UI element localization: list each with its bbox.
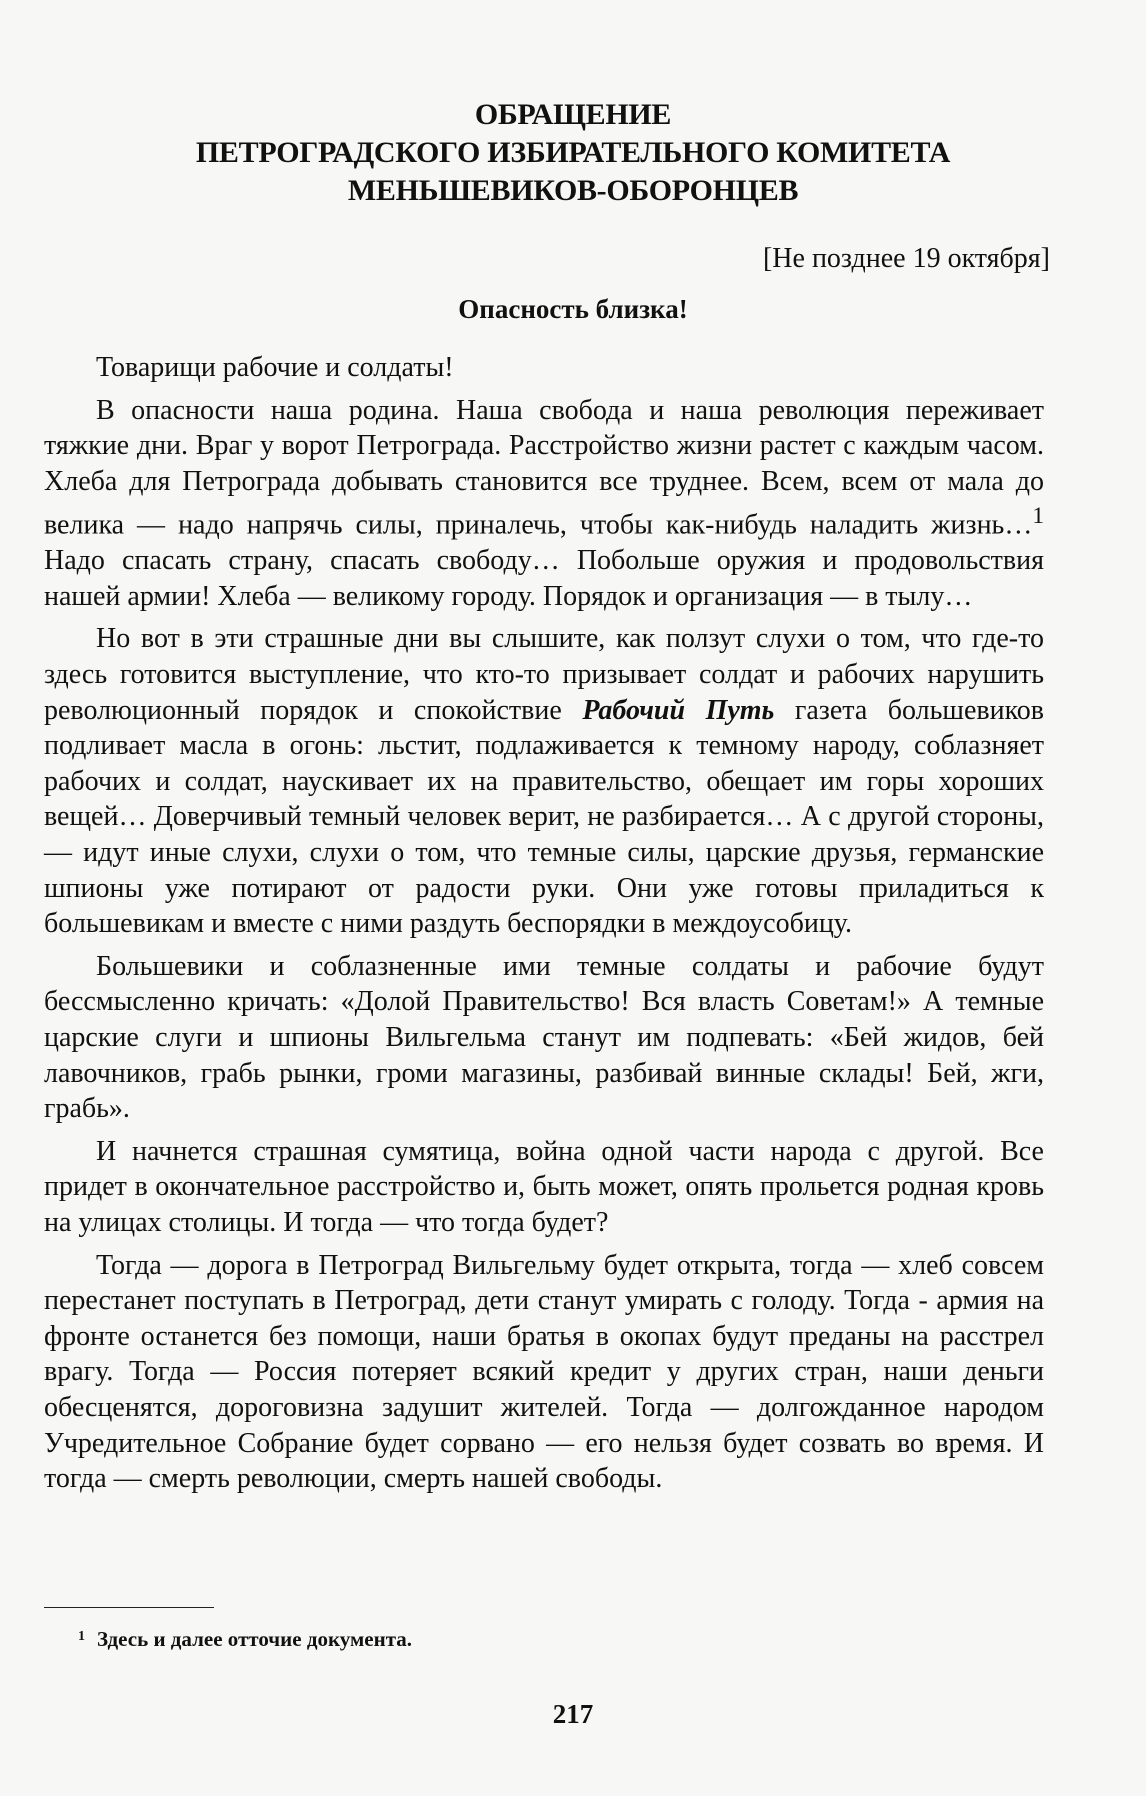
footnote-text: Здесь и далее отточие документа.	[97, 1627, 413, 1651]
page-number: 217	[552, 1699, 594, 1729]
paragraph-3	[44, 621, 1044, 941]
paragraph-5: И начнется страшная сумятица, война одной части народа с другой. Все придет в окончательное расстройство и, быть может, опять прольется родная кровь на улицах столицы. И тогда — что тогда будет?	[44, 1135, 1044, 1238]
paragraph-4: Большевики и соблазненные ими темные солдаты и рабочие будут бессмысленно кричать: «Долой Правительство! Вся власть Советам!» А темные царские слуги и шпионы Вильгельма станут им подпевать: «Бей жидов, бей лавочников, грабь рынки, громи магазины, разбивай винные склады! Бей, жги, грабь».	[44, 950, 1044, 1125]
body-text	[44, 350, 1044, 1497]
document-title	[40, 96, 1106, 210]
paragraph-3-part-a: Но вот в эти страшные дни вы слышите, как ползут слухи о том, что где-то здесь готовится выступление, что кто-то призывает солдат и рабочих нарушить революционный порядок и спокойствие	[44, 623, 1044, 726]
newspaper-title: Рабочий Путь	[582, 694, 775, 726]
footnote-reference: 1	[1032, 503, 1044, 530]
paragraph-1: Товарищи рабочие и солдаты!	[96, 352, 454, 383]
paragraph-2-part-b: Надо спасать страну, спасать свободу… Побольше оружия и продовольствия нашей армии! Хлеба — великому городу. Порядок и организация — в тылу…	[44, 545, 1044, 612]
title-line-2: ПЕТРОГРАДСКОГО ИЗБИРАТЕЛЬНОГО КОМИТЕТА	[195, 136, 951, 169]
paragraph-3-part-b: газета большевиков подливает масла в огонь: льстит, подлаживается к темному народу, соблазняет рабочих и солдат, наускивает их на правительство, обещает им горы хороших вещей… Доверчивый темный человек верит, не разбирается… А с другой стороны, — идут иные слухи, слухи о том, что темные силы, царские друзья, германские шпионы уже потирают от радости руки. Они уже готовы приладиться к большевикам и вместе с ними раздуть беспорядки в междоусобицу.	[44, 694, 1044, 940]
dateline: [Не позднее 19 октября]	[762, 243, 1050, 274]
title-line-3: МЕНЬШЕВИКОВ-ОБОРОНЦЕВ	[347, 174, 799, 207]
title-line-1: ОБРАЩЕНИЕ	[474, 98, 672, 131]
footnote-divider	[44, 1607, 214, 1608]
subheading: Опасность близка!	[458, 294, 688, 324]
paragraph-6: Тогда — дорога в Петроград Вильгельму будет открыта, тогда — хлеб совсем перестанет поступать в Петроград, дети станут умирать с голоду. Тогда - армия на фронте останется без помощи, наши братья в окопах будут преданы на расстрел врагу. Тогда — Россия потеряет всякий кредит у других стран, наши деньги обесценятся, дороговизна задушит жителей. Тогда — долгожданное народом Учредительное Собрание будет сорвано — его нельзя будет созвать во время. И тогда — смерть революции, смерть нашей свободы.	[44, 1249, 1044, 1495]
paragraph-2-part-a: В опасности наша родина. Наша свобода и наша революция переживает тяжкие дни. Враг у ворот Петрограда. Расстройство жизни растет с каждым часом. Хлеба для Петрограда добывать становится все труднее. Всем, всем от мала до велика — надо напрячь силы, приналечь, чтобы как-нибудь наладить жизнь…	[44, 394, 1044, 541]
footnote	[78, 1624, 1038, 1652]
footnote-marker: 1	[78, 1629, 85, 1644]
paragraph-2	[44, 393, 1044, 615]
